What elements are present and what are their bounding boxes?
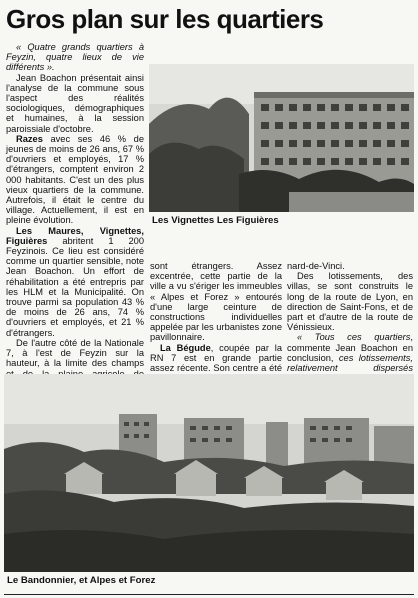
conclusion-quote-a: « Tous ces quartiers (297, 332, 411, 343)
maures-text: abritent 1 200 Feyzinois. Ce lieu est considéré comme un quartier sensible, note Jean Boachon. Un effort de réhabilitation a été entrepris par les HLM et la Municipalité. On trouve parmi sa population 43 % de moins de 26 ans, 74 % d'ouvriers et employés, et 21 % d'étrangers. (6, 235, 144, 338)
paragraph-maures (6, 226, 144, 338)
article-title: Gros plan sur les quartiers (6, 4, 324, 34)
bottom-rule (4, 594, 414, 595)
maures-heading: Les Maures, Vignettes, Figuières (6, 225, 144, 246)
column-3 (287, 261, 413, 373)
paragraph-col3-a: nard-de-Vinci. (287, 261, 345, 271)
paragraph-razes (6, 134, 144, 226)
nationale-text-a: De l'autre côté de la Nationale 7, à l'est de Feyzin sur la hauteur, à la limite des champs (6, 337, 144, 369)
column-2 (150, 261, 282, 373)
caption-vignettes-figuieres: Les Vignettes Les Figuières (152, 215, 279, 226)
conclusion-quote-b: ces lotissements, relativement dispersés (287, 352, 413, 374)
paragraph-boachon: Jean Boachon présentait ainsi l'analyse de la commune sous l'aspect des réalités sociologiques, démographiques et humaines, à la session paroissiale d'octobre. (6, 72, 144, 134)
razes-heading: Razes (16, 133, 43, 144)
intro-quote: « Quatre grands quartiers à Feyzin, quatre lieux de vie différents ». (6, 42, 144, 73)
photo-vignettes-image (149, 64, 414, 212)
photo-bandonnier-image (4, 374, 414, 572)
photo-bandonnier-alpes-forez (4, 374, 414, 572)
begude-text: , coupée par la RN 7 est en grande partie assez récente. Son centre a été (150, 342, 282, 374)
paragraph-lotissements: Des lotissements, des villas, se sont construits le long de la route de Lyon, en direction de Saint-Fons, et de part et d'autre de la route de Vénissieux. (287, 271, 413, 333)
intro-paragraph (6, 42, 144, 73)
paragraph-col2-a: sont étrangers. Assez excentrée, cette partie de la ville a vu s'ériger les immeubles « Alpes et Forez » entourés d'une large ceinture de constructions individuelles appelée par les urbanistes zone pavillonnaire. (150, 261, 282, 343)
column-1 (6, 42, 144, 372)
photo-vignettes-figuieres (149, 64, 414, 212)
conclusion-text: , commente Jean Boachon en conclusion, (287, 332, 413, 363)
begude-heading: La Bégude (160, 342, 211, 353)
caption-bandonnier-alpes-forez: Le Bandonnier, et Alpes et Forez (7, 575, 156, 586)
razes-text: avec ses 46 % de jeunes de moins de 26 ans, 67 % d'ouvriers et employés, 17 % d'étrangers, comptent environ 2 000 habitants. C'est un des plus vieux quartiers de la commune. Autrefois, il était le centre du village. Actuellement, il est en pleine évolution. (6, 133, 144, 226)
